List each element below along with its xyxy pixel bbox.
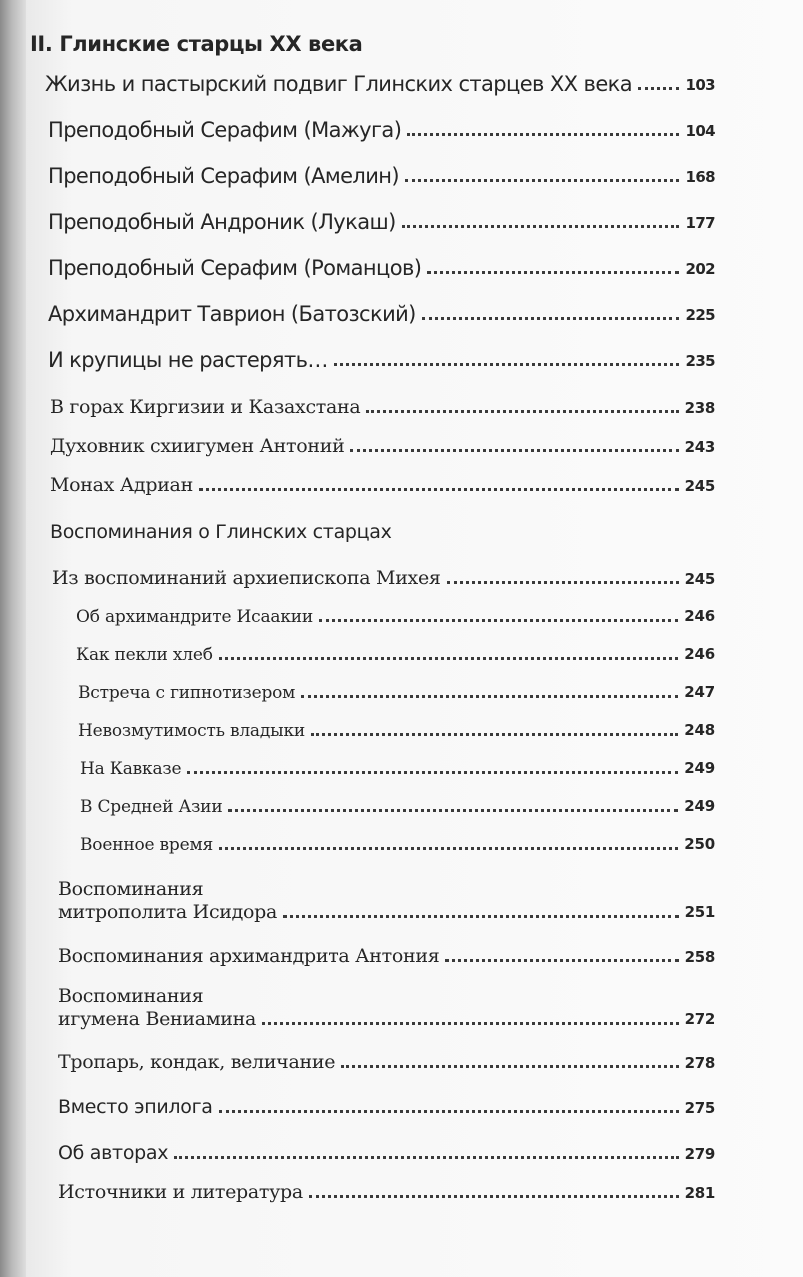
toc-entry-title: Вместо эпилога bbox=[58, 1096, 213, 1118]
toc-entry[interactable] bbox=[50, 436, 715, 458]
dot-leader bbox=[262, 1022, 679, 1025]
toc-entry-page: 104 bbox=[685, 121, 715, 140]
toc-entry-page: 246 bbox=[684, 645, 715, 664]
toc-entry-page: 258 bbox=[684, 947, 715, 966]
toc-entry-page: 275 bbox=[684, 1098, 715, 1117]
toc-entry-page: 225 bbox=[685, 305, 715, 324]
toc-entry[interactable] bbox=[48, 118, 715, 142]
toc-entry-page: 103 bbox=[685, 75, 715, 94]
toc-subentry[interactable] bbox=[80, 836, 715, 856]
dot-leader bbox=[311, 733, 678, 736]
toc-subentry[interactable] bbox=[80, 760, 715, 780]
toc-entry[interactable] bbox=[48, 256, 715, 280]
dot-leader bbox=[219, 847, 678, 850]
toc-entry-title-line2: митрополита Исидора bbox=[58, 900, 278, 923]
toc-entry-page: 245 bbox=[684, 569, 715, 588]
toc-entry-page: 250 bbox=[684, 835, 715, 854]
toc-entry[interactable] bbox=[58, 1182, 715, 1204]
toc-entry-page: 177 bbox=[685, 213, 715, 232]
dot-leader bbox=[219, 657, 679, 660]
toc-entry-title-line1: Воспоминания bbox=[58, 985, 204, 1007]
toc-entry-page: 246 bbox=[684, 607, 715, 626]
toc-entry-page: 238 bbox=[684, 398, 715, 417]
toc-entry-title: Преподобный Андроник (Лукаш) bbox=[48, 210, 396, 234]
toc-entry-title: Жизнь и пастырский подвиг Глинских старцев XX века bbox=[45, 72, 632, 96]
toc-entry-title: Источники и литература bbox=[58, 1181, 303, 1203]
memories-heading: Воспоминания о Глинских старцах bbox=[50, 521, 392, 543]
dot-leader bbox=[283, 915, 679, 918]
dot-leader bbox=[319, 619, 678, 622]
toc-entry-title: Монах Адриан bbox=[50, 474, 193, 496]
toc-subentry[interactable] bbox=[78, 684, 715, 704]
dot-leader bbox=[638, 87, 679, 90]
dot-leader bbox=[422, 317, 680, 320]
dot-leader bbox=[219, 1110, 679, 1113]
dot-leader bbox=[366, 410, 678, 413]
toc-entry-page: 235 bbox=[685, 351, 715, 370]
toc-entry-page: 202 bbox=[685, 259, 715, 278]
toc-entry[interactable] bbox=[58, 1052, 715, 1074]
toc-entry-title: Преподобный Серафим (Романцов) bbox=[48, 256, 422, 280]
toc-entry[interactable] bbox=[58, 946, 715, 968]
dot-leader bbox=[341, 1065, 678, 1068]
section-title: II. Глинские старцы XX века bbox=[30, 32, 363, 56]
toc-entry-title: Воспоминания архимандрита Антония bbox=[58, 945, 440, 967]
dot-leader bbox=[187, 771, 678, 774]
toc-entry-title: Преподобный Серафим (Мажуга) bbox=[48, 118, 402, 142]
dot-leader bbox=[407, 133, 679, 136]
dot-leader bbox=[405, 179, 679, 182]
toc-entry-page: 248 bbox=[684, 721, 715, 740]
toc-entry[interactable] bbox=[58, 985, 715, 1031]
toc-entry-title: Духовник схиигумен Антоний bbox=[50, 435, 345, 457]
toc-subentry[interactable] bbox=[78, 722, 715, 742]
toc-entry-title: На Кавказе bbox=[80, 759, 182, 779]
toc-entry[interactable] bbox=[48, 348, 715, 372]
toc-entry-title: И крупицы не растерять… bbox=[48, 348, 328, 372]
toc-entry-page: 279 bbox=[684, 1144, 715, 1163]
toc-entry-title: Об архимандрите Исаакии bbox=[76, 607, 314, 627]
toc-entry-title: Невозмутимость владыки bbox=[78, 721, 306, 741]
toc-entry[interactable] bbox=[48, 210, 715, 234]
toc-entry[interactable] bbox=[58, 1143, 715, 1165]
dot-leader bbox=[228, 809, 678, 812]
toc-entry-page: 278 bbox=[684, 1053, 715, 1072]
toc-entry[interactable] bbox=[52, 568, 715, 590]
toc-entry-page: 249 bbox=[684, 759, 715, 778]
toc-entry-title bbox=[58, 985, 256, 1031]
toc-entry[interactable] bbox=[48, 164, 715, 188]
toc-entry-page: 243 bbox=[684, 437, 715, 456]
toc-entry-page: 245 bbox=[684, 476, 715, 495]
toc-entry-title: Встреча с гипнотизером bbox=[78, 683, 296, 703]
toc-entry[interactable] bbox=[45, 72, 715, 96]
toc-entry-page: 251 bbox=[684, 903, 715, 922]
toc-entry[interactable] bbox=[50, 475, 715, 497]
dot-leader bbox=[447, 581, 679, 584]
toc-entry-title: Об авторах bbox=[58, 1142, 169, 1164]
toc-subentry[interactable] bbox=[76, 608, 715, 628]
toc-entry-title: Архимандрит Таврион (Батозский) bbox=[48, 302, 416, 326]
dot-leader bbox=[334, 363, 680, 366]
toc-entry[interactable] bbox=[58, 1097, 715, 1119]
toc-entry[interactable] bbox=[48, 302, 715, 326]
toc-entry-title: Как пекли хлеб bbox=[76, 645, 213, 665]
toc-entry-title-line2: игумена Вениамина bbox=[58, 1007, 257, 1030]
dot-leader bbox=[301, 695, 678, 698]
dot-leader bbox=[445, 959, 678, 962]
toc-entry-title: В горах Киргизии и Казахстана bbox=[50, 396, 361, 418]
dot-leader bbox=[402, 225, 680, 228]
toc-entry-title-line1: Воспоминания bbox=[58, 878, 204, 900]
dot-leader bbox=[350, 449, 678, 452]
dot-leader bbox=[427, 271, 679, 274]
toc-entry-page: 168 bbox=[685, 167, 715, 186]
toc-entry[interactable] bbox=[50, 397, 715, 419]
toc-entry[interactable] bbox=[58, 878, 715, 924]
dot-leader bbox=[309, 1195, 679, 1198]
toc-entry-page: 247 bbox=[684, 683, 715, 702]
toc-entry-title: Тропарь, кондак, величание bbox=[58, 1051, 336, 1073]
toc-entry-page: 281 bbox=[684, 1183, 715, 1202]
dot-leader bbox=[199, 488, 679, 491]
toc-entry-title: Из воспоминаний архиепископа Михея bbox=[52, 567, 441, 589]
toc-entry-title: Военное время bbox=[80, 835, 214, 855]
toc-entry-page: 272 bbox=[684, 1010, 715, 1029]
toc-entry-title bbox=[58, 878, 277, 924]
toc-subentry[interactable] bbox=[80, 798, 715, 818]
toc-subentry[interactable] bbox=[76, 646, 715, 666]
dot-leader bbox=[174, 1156, 678, 1159]
toc-entry-title: Преподобный Серафим (Амелин) bbox=[48, 164, 399, 188]
toc-entry-title: В Средней Азии bbox=[80, 797, 223, 817]
toc-entry-page: 249 bbox=[684, 797, 715, 816]
